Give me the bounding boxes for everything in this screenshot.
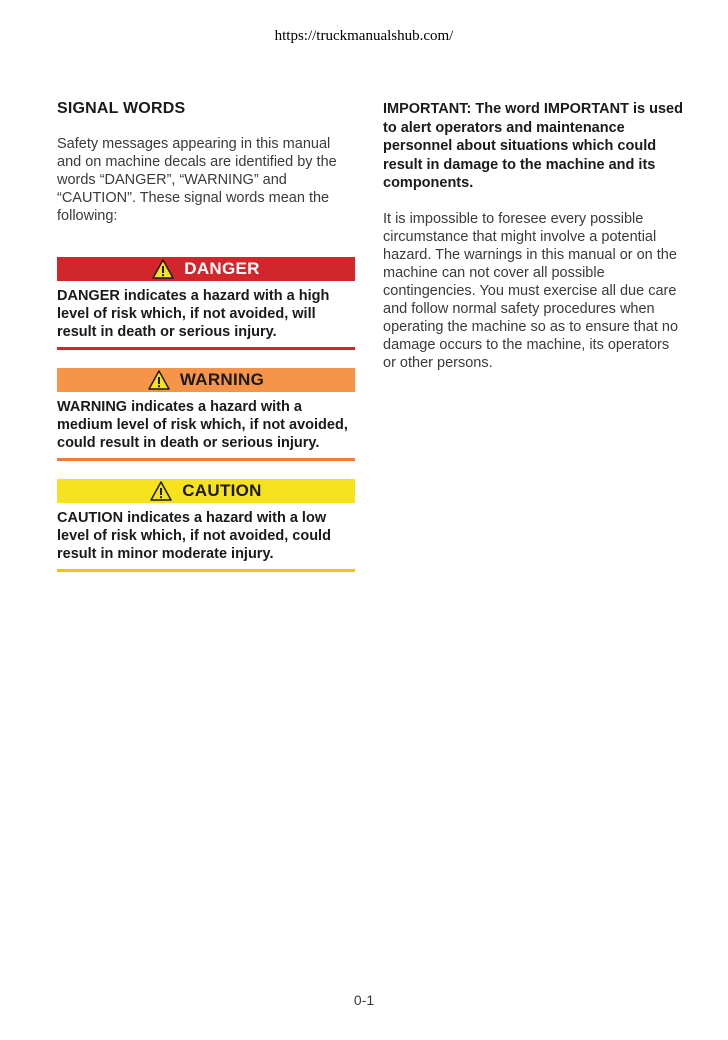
warning-banner	[57, 368, 355, 392]
warning-description: WARNING indicates a hazard with a medium level of risk which, if not avoided, could result in death or serious injury.	[57, 399, 348, 451]
caution-banner	[57, 479, 355, 503]
caution-rule	[57, 569, 355, 572]
danger-block	[57, 257, 355, 350]
danger-description: DANGER indicates a hazard with a high level of risk which, if not avoided, will result in death or serious injury.	[57, 288, 330, 340]
caution-label: CAUTION	[182, 481, 262, 500]
source-url: https://truckmanualshub.com/	[274, 28, 454, 44]
intro-paragraph: Safety messages appearing in this manual and on machine decals are identified by the words “DANGER”, “WARNING” and “CAUTION”. These signal words mean the following:	[57, 136, 337, 224]
caution-description: CAUTION indicates a hazard with a low level of risk which, if not avoided, could result in minor moderate injury.	[57, 510, 331, 562]
warning-label: WARNING	[179, 370, 265, 389]
section-heading: SIGNAL WORDS	[57, 100, 186, 117]
right-column	[383, 100, 683, 372]
warning-triangle-icon	[152, 259, 174, 279]
left-column	[57, 100, 355, 572]
warning-block	[57, 368, 355, 461]
body-paragraph: It is impossible to foresee every possible circumstance that might involve a potential hazard. The warnings in this manual or on the machine can not cover all possible contingencies. You must exercise all due care and follow normal safety procedures when operating the machine so as to ensure that no damage occurs to the machine, its operators or other persons.	[383, 210, 679, 371]
danger-rule	[57, 347, 355, 350]
warning-triangle-icon	[150, 481, 172, 501]
important-notice: IMPORTANT: The word IMPORTANT is used to alert operators and maintenance personnel about situations which could result in damage to the machine and its components.	[383, 101, 683, 191]
caution-block	[57, 479, 355, 572]
danger-banner	[57, 257, 355, 281]
page-number: 0-1	[353, 992, 375, 1008]
warning-triangle-icon	[148, 370, 170, 390]
warning-rule	[57, 458, 355, 461]
danger-label: DANGER	[184, 259, 260, 278]
